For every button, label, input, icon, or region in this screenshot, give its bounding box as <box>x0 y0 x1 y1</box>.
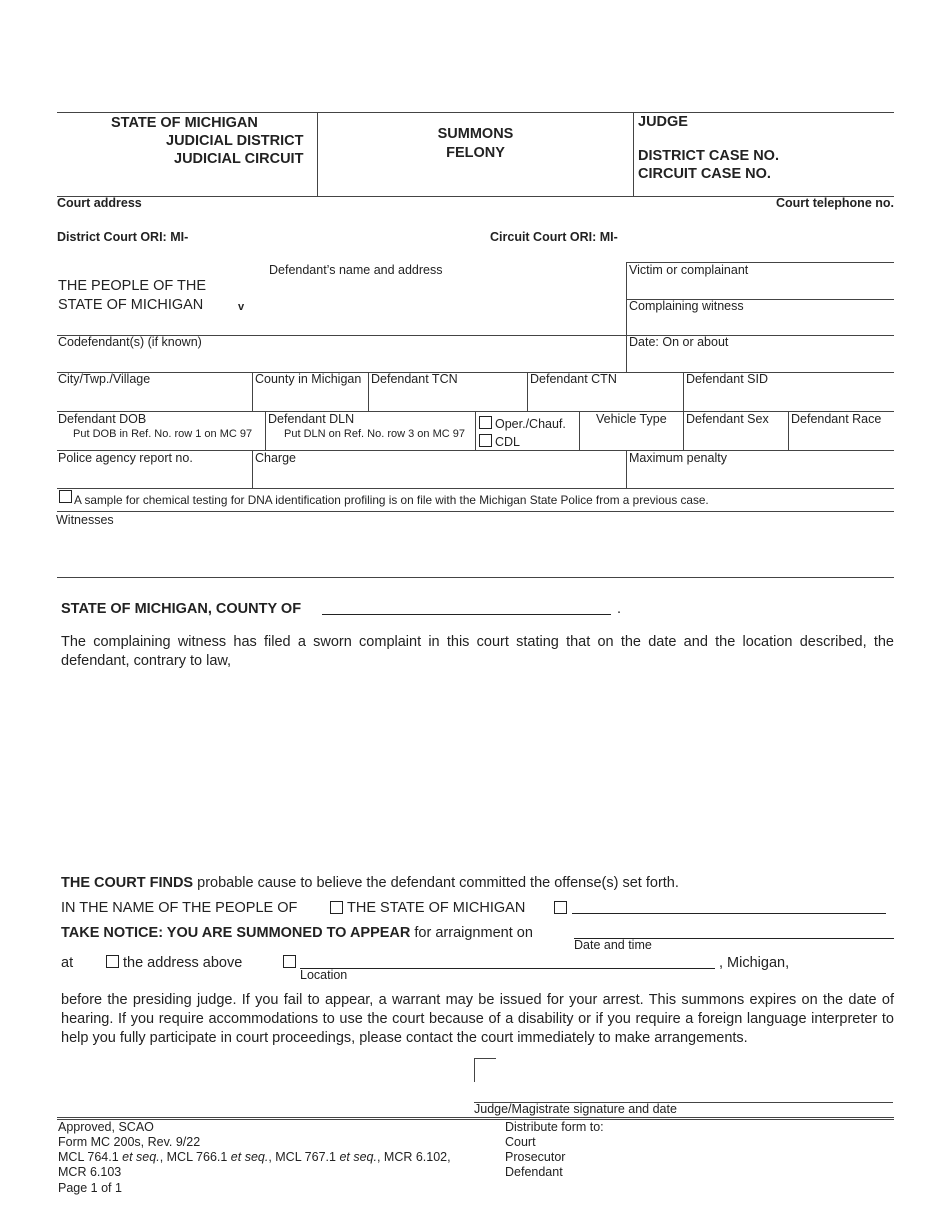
take-notice-bold: TAKE NOTICE: YOU ARE SUMMONED TO APPEAR <box>61 925 411 941</box>
form-subtitle: FELONY <box>446 145 505 161</box>
approved-label: Approved, SCAO <box>58 1120 154 1134</box>
tcn-label: Defendant TCN <box>371 372 458 386</box>
people-line-1: THE PEOPLE OF THE <box>58 278 206 294</box>
circuit-case-label: CIRCUIT CASE NO. <box>638 166 771 182</box>
oper-chauf-checkbox[interactable] <box>479 416 492 429</box>
page-number: Page 1 of 1 <box>58 1181 122 1195</box>
oper-chauf-label: Oper./Chauf. <box>495 417 566 431</box>
offense-date-label: Date: On or about <box>629 335 729 349</box>
dln-label: Defendant DLN <box>268 412 355 426</box>
court-finds-bold: THE COURT FINDS <box>61 875 194 891</box>
court-finds <box>61 875 679 891</box>
victim-label: Victim or complainant <box>629 263 749 277</box>
distribute-defendant: Defendant <box>505 1165 563 1179</box>
address-above-label: the address above <box>123 955 243 971</box>
charge-label: Charge <box>255 451 296 465</box>
michigan-label: , Michigan, <box>719 955 790 971</box>
signature-label: Judge/Magistrate signature and date <box>474 1102 677 1116</box>
closing-text: before the presiding judge. If you fail to appear, a warrant may be issued for your arrest. This summons expires on the date of hearing. If you require accommodations to use the court because of a disability or if you require a foreign language interpreter to help you fully participate in court proceedings, please contact the court immediately to make arrangements. <box>61 992 894 1046</box>
codefendant-label: Codefendant(s) (if known) <box>58 335 202 349</box>
defendant-name-label: Defendant’s name and address <box>269 263 443 277</box>
county-input[interactable] <box>322 614 611 615</box>
court-address-label: Court address <box>57 196 142 210</box>
district-ori: District Court ORI: MI- <box>57 230 189 244</box>
dln-note: Put DLN on Ref. No. row 3 on MC 97 <box>284 428 465 440</box>
max-penalty-label: Maximum penalty <box>629 451 727 465</box>
location-input[interactable] <box>300 968 715 969</box>
race-label: Defendant Race <box>791 412 882 426</box>
versus-label: v <box>238 301 245 313</box>
dob-label: Defendant DOB <box>58 412 147 426</box>
state-heading: STATE OF MICHIGAN <box>111 115 258 131</box>
people-line-2: STATE OF MICHIGAN <box>58 297 204 313</box>
take-notice-text: for arraignment on <box>410 925 533 941</box>
county-of-label: STATE OF MICHIGAN, COUNTY OF <box>61 601 302 617</box>
take-notice <box>61 925 533 941</box>
complaining-witness-label: Complaining witness <box>629 299 744 313</box>
dna-checkbox[interactable] <box>59 490 72 503</box>
judge-label: JUDGE <box>638 114 688 130</box>
circuit-ori: Circuit Court ORI: MI- <box>490 230 618 244</box>
location-label: Location <box>300 968 348 982</box>
statute-references: MCL 764.1 et seq., MCL 766.1 et seq., MCL 767.1 et seq., MCR 6.102, <box>58 1150 451 1164</box>
at-label: at <box>61 955 74 971</box>
police-report-label: Police agency report no. <box>58 451 193 465</box>
cdl-label: CDL <box>495 435 521 449</box>
form-number: Form MC 200s, Rev. 9/22 <box>58 1135 201 1149</box>
state-of-michigan-checkbox[interactable] <box>330 901 343 914</box>
dob-note: Put DOB in Ref. No. row 1 on MC 97 <box>73 428 253 440</box>
dna-statement: A sample for chemical testing for DNA identification profiling is on file with the Michigan State Police from a previous case. <box>74 493 709 507</box>
form-title: SUMMONS <box>437 126 514 142</box>
distribute-prosecutor: Prosecutor <box>505 1150 566 1164</box>
location-checkbox[interactable] <box>283 955 296 968</box>
name-of-people: IN THE NAME OF THE PEOPLE OF <box>61 900 298 916</box>
distribute-court: Court <box>505 1135 536 1149</box>
date-time-label: Date and time <box>574 938 652 952</box>
ctn-label: Defendant CTN <box>530 372 617 386</box>
signature-corner <box>474 1058 475 1082</box>
county-period: . <box>617 601 622 617</box>
vehicle-type-label: Vehicle Type <box>596 412 667 426</box>
cdl-checkbox[interactable] <box>479 434 492 447</box>
sex-label: Defendant Sex <box>686 412 769 426</box>
judicial-district: JUDICIAL DISTRICT <box>166 133 304 149</box>
district-case-label: DISTRICT CASE NO. <box>638 148 779 164</box>
state-of-michigan-option: THE STATE OF MICHIGAN <box>347 900 526 916</box>
court-rule-reference: MCR 6.103 <box>58 1165 122 1179</box>
sid-label: Defendant SID <box>686 372 768 386</box>
county-label: County in Michigan <box>255 372 362 386</box>
court-finds-text: probable cause to believe the defendant committed the offense(s) set forth. <box>193 875 679 891</box>
other-jurisdiction-input[interactable] <box>572 913 886 914</box>
court-phone-label: Court telephone no. <box>775 196 894 210</box>
judicial-circuit: JUDICIAL CIRCUIT <box>174 151 304 167</box>
other-jurisdiction-checkbox[interactable] <box>554 901 567 914</box>
address-above-checkbox[interactable] <box>106 955 119 968</box>
city-label: City/Twp./Village <box>58 372 151 386</box>
distribute-label: Distribute form to: <box>505 1120 604 1134</box>
witnesses-label: Witnesses <box>56 513 114 527</box>
complaint-text: The complaining witness has filed a sworn complaint in this court stating that on the date and the location described, the defendant, contrary to law, <box>61 634 894 669</box>
